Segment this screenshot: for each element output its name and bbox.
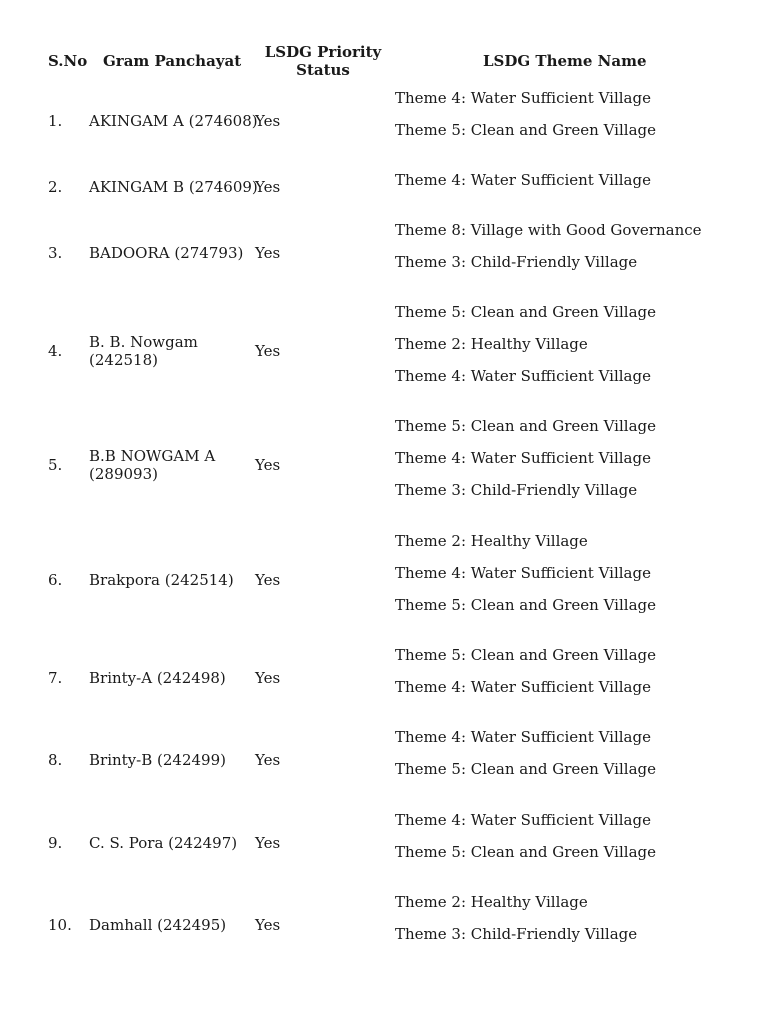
row-themes: [395, 532, 656, 628]
theme-item: Theme 4: Water Sufficient Village: [395, 811, 651, 829]
theme-item: Theme 4: Water Sufficient Village: [395, 367, 651, 385]
table-row: [0, 89, 768, 153]
theme-item: Theme 5: Clean and Green Village: [395, 843, 656, 861]
row-themes: [395, 646, 656, 710]
row-gram-panchayat: C. S. Pora (242497): [89, 834, 238, 852]
row-gram-panchayat: B.B NOWGAM A (289093): [89, 447, 216, 483]
theme-item: Theme 4: Water Sufficient Village: [395, 171, 651, 189]
row-sno: 8.: [48, 751, 63, 769]
row-gram-panchayat: B. B. Nowgam (242518): [89, 333, 198, 369]
table-row: [0, 171, 768, 203]
table-row: [0, 221, 768, 285]
table-row: [0, 728, 768, 792]
table-row: [0, 893, 768, 957]
theme-item: Theme 4: Water Sufficient Village: [395, 678, 651, 696]
row-sno: 6.: [48, 571, 63, 589]
theme-item: Theme 2: Healthy Village: [395, 335, 588, 353]
row-themes: [395, 893, 637, 957]
row-gram-panchayat: BADOORA (274793): [89, 244, 244, 262]
theme-item: Theme 3: Child-Friendly Village: [395, 481, 638, 499]
table-row: [0, 532, 768, 628]
theme-item: Theme 4: Water Sufficient Village: [395, 449, 651, 467]
row-themes: [395, 417, 656, 513]
theme-item: Theme 5: Clean and Green Village: [395, 760, 656, 778]
row-sno: 5.: [48, 456, 63, 474]
theme-item: Theme 5: Clean and Green Village: [395, 646, 656, 664]
row-gram-panchayat: Brinty-A (242498): [89, 669, 226, 687]
row-sno: 3.: [48, 244, 63, 262]
row-status: Yes: [255, 571, 281, 589]
row-status: Yes: [255, 751, 281, 769]
row-status: Yes: [255, 112, 281, 130]
row-themes: [395, 221, 702, 285]
header-sno: S.No: [48, 52, 88, 70]
row-sno: 7.: [48, 669, 63, 687]
table-row: [0, 417, 768, 513]
theme-item: Theme 2: Healthy Village: [395, 532, 588, 550]
row-sno: 4.: [48, 342, 63, 360]
row-status: Yes: [255, 342, 281, 360]
row-status: Yes: [255, 244, 281, 262]
row-sno: 2.: [48, 178, 63, 196]
theme-item: Theme 4: Water Sufficient Village: [395, 564, 651, 582]
row-themes: [395, 171, 651, 203]
row-status: Yes: [255, 916, 281, 934]
table-row: [0, 303, 768, 399]
row-sno: 1.: [48, 112, 63, 130]
row-gram-panchayat: Brakpora (242514): [89, 571, 234, 589]
theme-item: Theme 2: Healthy Village: [395, 893, 588, 911]
row-status: Yes: [255, 178, 281, 196]
header-priority-status: LSDG Priority Status: [264, 43, 382, 79]
row-themes: [395, 303, 656, 399]
theme-item: Theme 4: Water Sufficient Village: [395, 728, 651, 746]
theme-item: Theme 5: Clean and Green Village: [395, 303, 656, 321]
row-status: Yes: [255, 834, 281, 852]
table-row: [0, 811, 768, 875]
row-gram-panchayat: AKINGAM B (274609): [89, 178, 258, 196]
header-gram-panchayat: Gram Panchayat: [103, 52, 242, 70]
row-sno: 9.: [48, 834, 63, 852]
row-status: Yes: [255, 669, 281, 687]
theme-item: Theme 5: Clean and Green Village: [395, 121, 656, 139]
row-gram-panchayat: Damhall (242495): [89, 916, 227, 934]
row-gram-panchayat: Brinty-B (242499): [89, 751, 226, 769]
theme-item: Theme 3: Child-Friendly Village: [395, 925, 638, 943]
header-theme-name: LSDG Theme Name: [483, 52, 647, 70]
theme-item: Theme 8: Village with Good Governance: [395, 221, 702, 239]
row-status: Yes: [255, 456, 281, 474]
table-row: [0, 646, 768, 710]
theme-item: Theme 5: Clean and Green Village: [395, 596, 656, 614]
theme-item: Theme 5: Clean and Green Village: [395, 417, 656, 435]
row-themes: [395, 89, 656, 153]
row-themes: [395, 728, 656, 792]
theme-item: Theme 4: Water Sufficient Village: [395, 89, 651, 107]
row-gram-panchayat: AKINGAM A (274608): [89, 112, 258, 130]
row-sno: 10.: [48, 916, 72, 934]
row-themes: [395, 811, 656, 875]
theme-item: Theme 3: Child-Friendly Village: [395, 253, 638, 271]
